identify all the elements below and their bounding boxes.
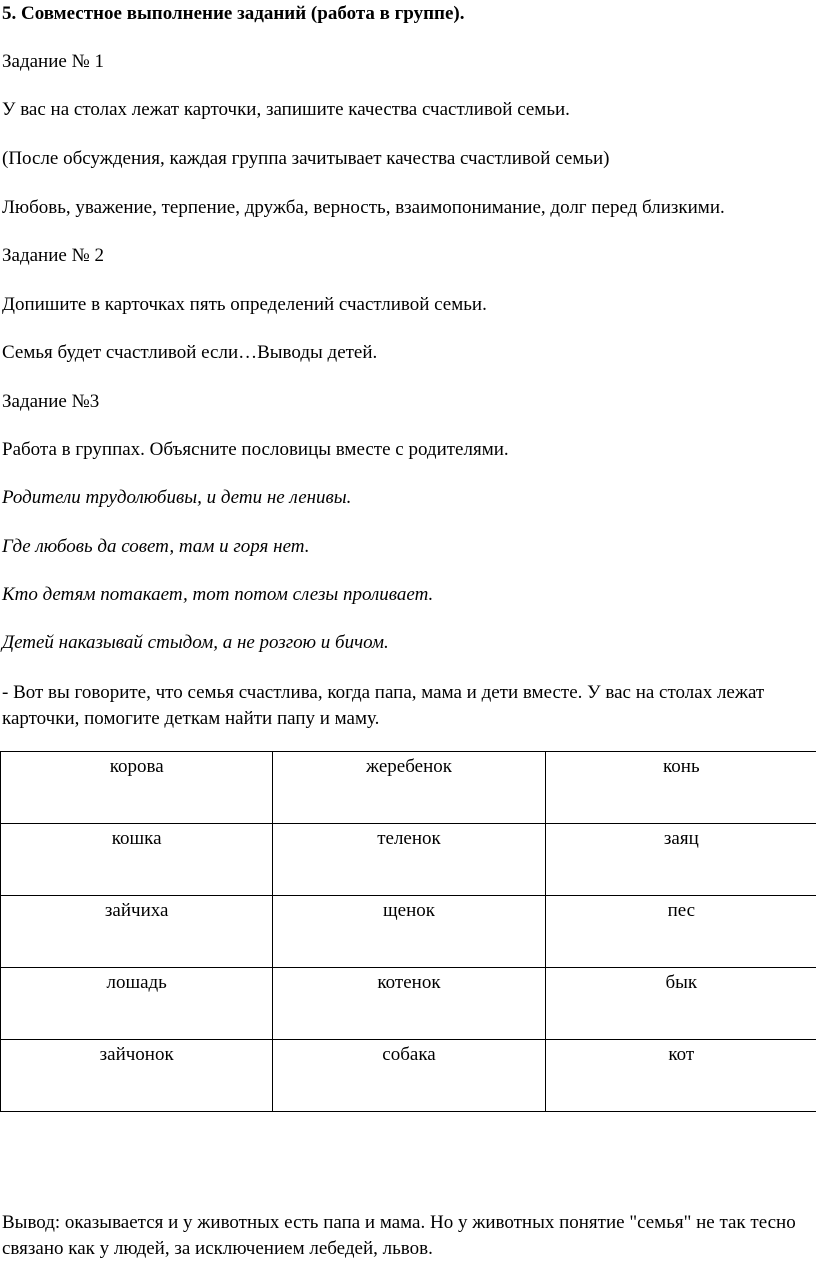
conclusion-paragraph: Вывод: оказывается и у животных есть папа и мама. Но у животных понятие "семья" не так тесно связано как у людей, за исключением лебедей, львов. bbox=[2, 1212, 796, 1259]
section-heading: 5. Совместное выполнение заданий (работа в группе). bbox=[2, 3, 465, 24]
proverb: Детей наказывай стыдом, а не розгою и бичом. bbox=[2, 632, 389, 653]
proverb: Где любовь да совет, там и горя нет. bbox=[2, 536, 310, 557]
table-cell: кот bbox=[545, 1040, 816, 1112]
table-cell: зайчонок bbox=[1, 1040, 273, 1112]
task1-title: Задание № 1 bbox=[2, 51, 104, 72]
animal-cards-table bbox=[0, 751, 816, 1112]
table-cell: пес bbox=[545, 896, 816, 968]
proverb: Родители трудолюбивы, и дети не ленивы. bbox=[2, 487, 352, 508]
proverb: Кто детям потакает, тот потом слезы проливает. bbox=[2, 584, 434, 605]
table-cell: зайчиха bbox=[1, 896, 273, 968]
table-row bbox=[1, 752, 816, 824]
task2-note: Семья будет счастливой если…Выводы детей. bbox=[2, 342, 378, 363]
table-cell: бык bbox=[545, 968, 816, 1040]
table-cell: корова bbox=[1, 752, 273, 824]
task3-instruction: Работа в группах. Объясните пословицы вместе с родителями. bbox=[2, 439, 509, 460]
table-cell: жеребенок bbox=[273, 752, 545, 824]
table-cell: собака bbox=[273, 1040, 545, 1112]
table-cell: лошадь bbox=[1, 968, 273, 1040]
dialogue-paragraph: - Вот вы говорите, что семья счастлива, когда папа, мама и дети вместе. У вас на столах лежат карточки, помогите деткам найти папу и маму. bbox=[2, 682, 765, 729]
table-row bbox=[1, 1040, 816, 1112]
task2-title: Задание № 2 bbox=[2, 245, 104, 266]
task1-instruction: У вас на столах лежат карточки, запишите качества счастливой семьи. bbox=[2, 99, 570, 120]
table-cell: кошка bbox=[1, 824, 273, 896]
task3-title: Задание №3 bbox=[2, 391, 100, 412]
table-row bbox=[1, 968, 816, 1040]
table-row bbox=[1, 824, 816, 896]
table-cell: котенок bbox=[273, 968, 545, 1040]
table-row bbox=[1, 896, 816, 968]
task1-answer: Любовь, уважение, терпение, дружба, верность, взаимопонимание, долг перед близкими. bbox=[2, 197, 725, 218]
table-cell: теленок bbox=[273, 824, 545, 896]
table-cell: заяц bbox=[545, 824, 816, 896]
task2-instruction: Допишите в карточках пять определений счастливой семьи. bbox=[2, 294, 487, 315]
table-cell: конь bbox=[545, 752, 816, 824]
task1-note: (После обсуждения, каждая группа зачитывает качества счастливой семьи) bbox=[2, 148, 610, 169]
table-cell: щенок bbox=[273, 896, 545, 968]
